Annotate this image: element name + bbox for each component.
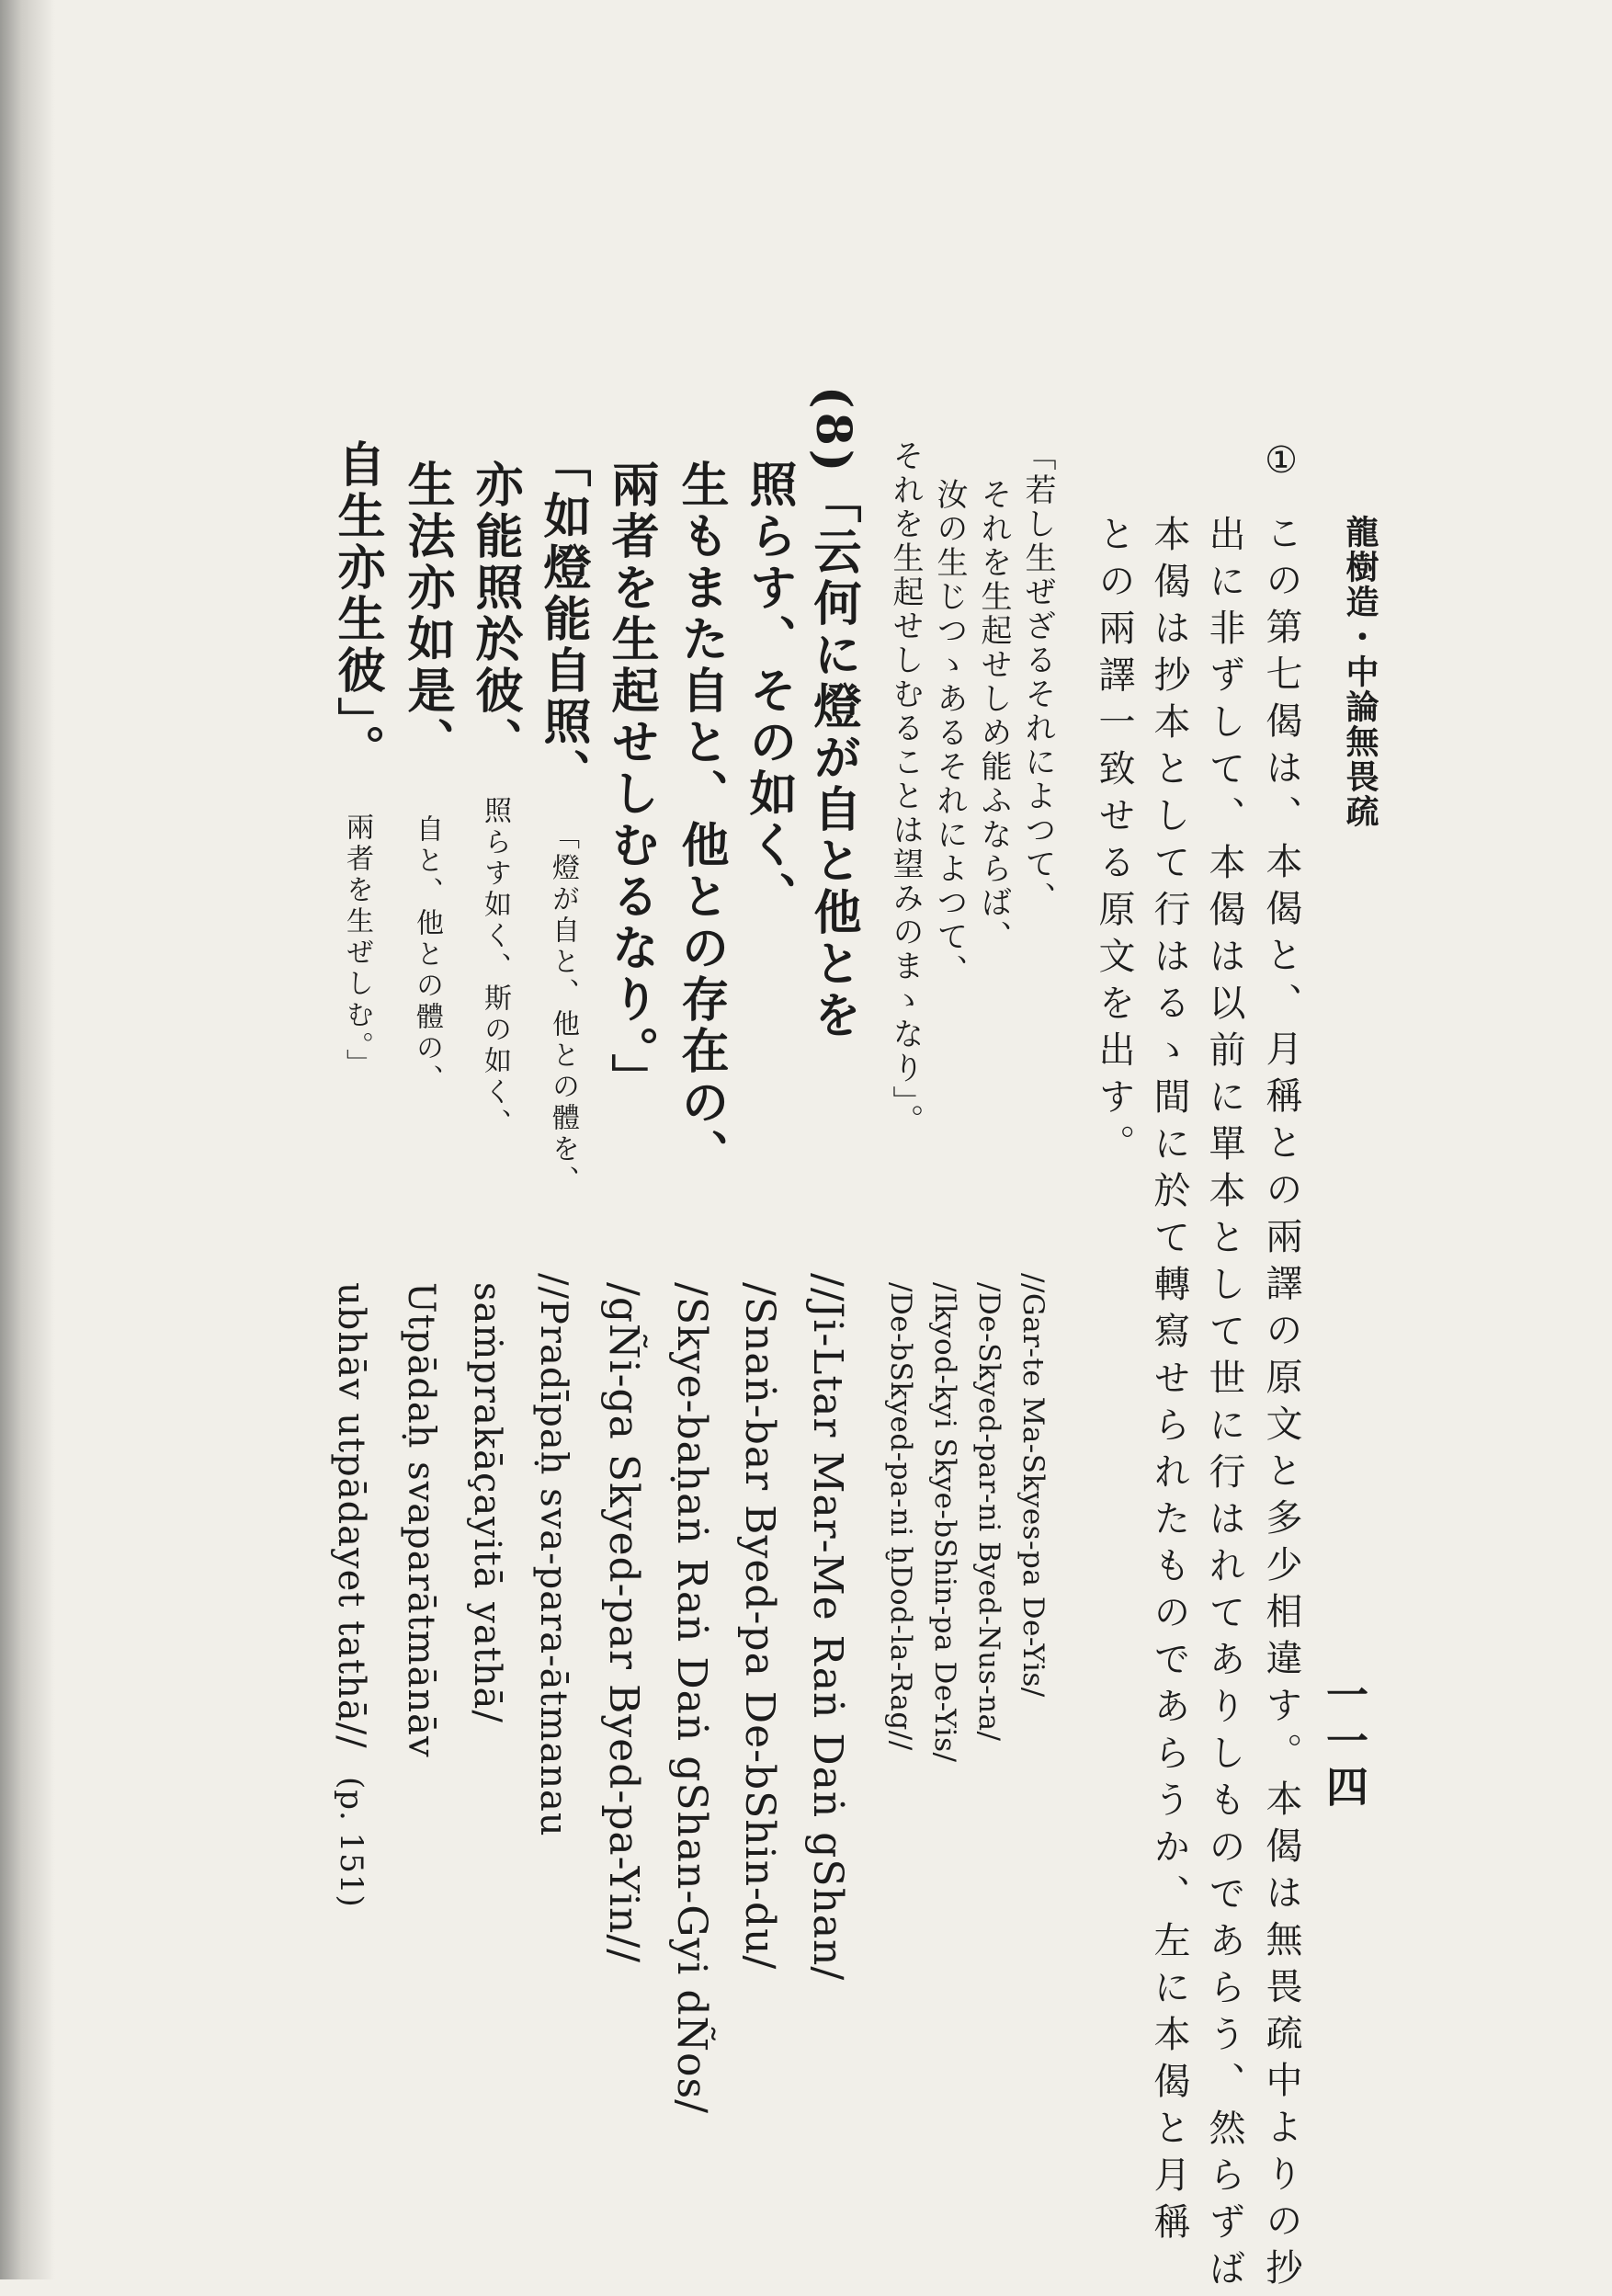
tibetan-note-line-4: /De-bSkyed-pa-ni ḫDod-la-Rag//: [884, 1282, 917, 1751]
tibetan-verse-line-2: /Snaṅ-bar Byed-pa De-bShin-du/: [736, 1282, 783, 1971]
tibetan-note-line-3: /Ikyod-kyi Skye-bShin-pa De-Yis/: [928, 1282, 961, 1763]
verse8-line-6: [467, 460, 523, 1140]
verse8-gloss-line-5: 「燈が自と、他との體を、: [547, 822, 579, 1197]
verse8-gloss-line-6: 照らす如く、斯の如く、: [479, 796, 511, 1140]
verse8-line-5: [535, 439, 591, 1197]
verse8-chinese-line-5: 「如燈能自照、: [535, 439, 591, 800]
tibetan-verse-line-1: //Ji-Ltar Mar-Me Raṅ Daṅ gShan/: [804, 1273, 851, 1982]
verse8-line-1: (8)「云何に燈が自と他とを: [805, 386, 861, 1042]
verse8-line-4: 兩者を生起せしむるなり。」: [603, 460, 659, 1105]
tibetan-verse-line-4: /gÑi-ga Skyed-par Byed-pa-Yin//: [600, 1282, 647, 1963]
verse8-line-7: [399, 460, 455, 1096]
note-line-2: 出に非ずして、本偈は以前に單本として世に行はれてありしものであらう、然らずば: [1203, 515, 1245, 2296]
tibetan-verse-line-3: /Skye-baḥaṅ Raṅ Daṅ gShan-Gyi dÑos/: [668, 1282, 715, 2114]
note-line-4: との兩譯一致せる原文を出す。: [1093, 515, 1135, 1171]
sanskrit-verse-line-1: //Pradīpaḥ sva-para-ātmanau: [532, 1273, 574, 1837]
verse8-gloss-line-7: 自と、他との體の、: [411, 814, 443, 1096]
verse8-line-3: 生もまた自と、他との存在の、: [673, 460, 729, 1180]
tibetan-note-line-2: /De-Skyed-par-ni Byed-Nus-na/: [972, 1282, 1005, 1742]
page-reference: (p. 151): [333, 1776, 369, 1908]
page-number: 一一四: [1320, 1673, 1369, 1811]
verse8-gloss-line-8: 兩者を生ぜしむ。」: [341, 813, 373, 1080]
quote-line-1: 「若し生ぜざるそれによつて、: [1019, 439, 1056, 915]
tibetan-note-line-1: //Gar-te Ma-Skyes-pa De-Yis/: [1016, 1273, 1050, 1698]
quote-line-2: それを生起せしめ能ふならば、: [975, 478, 1012, 954]
sanskrit-verse-line-3: Utpādaḥ svaparātmānāv: [400, 1282, 442, 1758]
verse8-line-2: 照らす、その如く、: [741, 460, 797, 923]
verse8-chinese-line-8: 自生亦生彼」。: [329, 439, 385, 776]
binding-shadow: [0, 0, 55, 2279]
quote-line-4: それを生起せしむることは望みのまゝなり」。: [887, 439, 924, 1138]
verse8-chinese-line-7: 生法亦如是、: [399, 460, 455, 768]
verse8-chinese-line-6: 亦能照於彼、: [467, 460, 523, 768]
running-header: 龍樹造・中論無畏疏: [1341, 515, 1379, 829]
sanskrit-verse-line-4: [330, 1282, 372, 1908]
verse8-line-8: [329, 439, 385, 1080]
note-line-1: ① この第七偈は、本偈と、月稱との兩譯の原文と多少相違す。本偈は無畏疏中よりの抄: [1260, 439, 1302, 2295]
sanskrit-verse-line-4-text: ubhāv utpādayet tathā//: [330, 1282, 372, 1749]
sanskrit-verse-line-2: saṁprakāçayitā yathā/: [466, 1282, 508, 1723]
note-line-3: 本偈は抄本として行はるゝ間に於て轉寫せられたものであらうか、左に本偈と月稱: [1148, 515, 1190, 2249]
quote-line-3: 汝の生じつゝあるそれによつて、: [931, 478, 968, 988]
